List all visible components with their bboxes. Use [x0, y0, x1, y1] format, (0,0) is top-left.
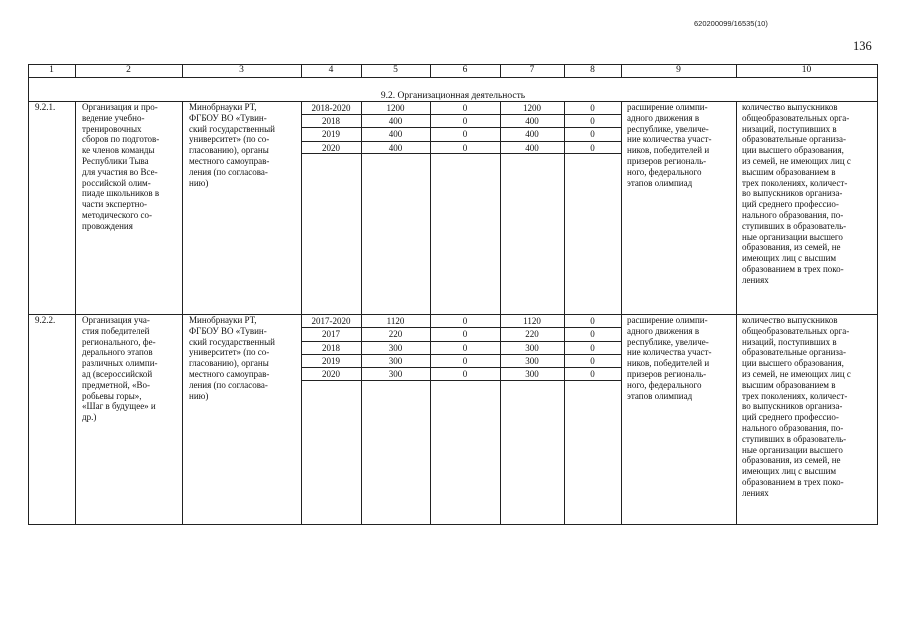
year-period: 2020: [322, 143, 340, 153]
row-activity-name: Организация и про- ведение учебно- тренировочных сборов по подготов- ке членов команды Республики Тыва для участия во Все- российской олим- пиаде школьников в части экспертно- методического со- провождения: [82, 102, 160, 231]
year-period: 2018: [322, 116, 340, 126]
republic-amount: 400: [525, 116, 539, 126]
republic-amount: 300: [525, 356, 539, 366]
total-amount: 300: [388, 356, 403, 366]
col-divider: [736, 101, 737, 525]
other-amount: 0: [590, 116, 595, 126]
header-col-4: 4: [328, 65, 334, 75]
header-col-1: 1: [49, 65, 54, 75]
federal-amount: 0: [462, 369, 468, 379]
year-period: 2018-2020: [311, 103, 351, 113]
republic-amount: 300: [525, 343, 539, 353]
federal-amount: 0: [462, 343, 468, 353]
table-left-border: [28, 64, 29, 525]
row-expected-result: расширение олимпи- адного движения в республике, увеличе- ние количества участ- ников, победителей и призеров региональ- ного, федерального этапов олимпиад: [627, 102, 712, 188]
total-amount: 400: [388, 129, 403, 139]
row-id: 9.2.1.: [35, 102, 56, 112]
other-amount: 0: [590, 316, 595, 326]
other-amount: 0: [590, 329, 595, 339]
header-col-2: 2: [126, 65, 131, 75]
other-amount: 0: [590, 343, 595, 353]
col-divider: [500, 101, 501, 525]
federal-amount: 0: [462, 316, 468, 326]
year-period: 2020: [322, 369, 340, 379]
republic-amount: 1120: [523, 316, 541, 326]
header-col-3: 3: [239, 65, 244, 75]
other-amount: 0: [590, 356, 595, 366]
header-col-6: 6: [462, 65, 468, 75]
header-bottom-border: [28, 77, 878, 78]
col-divider: [621, 101, 622, 525]
col-divider: [564, 101, 565, 525]
year-period: 2017: [322, 329, 340, 339]
row-executor: Минобрнауки РТ, ФГБОУ ВО «Тувин- ский государственный университет» (по со- гласованию), органы местного самоуправ- ления (по согласова- нию): [189, 315, 275, 401]
republic-amount: 400: [525, 143, 539, 153]
row-id: 9.2.2.: [35, 315, 56, 325]
federal-amount: 0: [462, 356, 468, 366]
section-title: 9.2. Организационная деятельность: [380, 91, 526, 101]
row-executor: Минобрнауки РТ, ФГБОУ ВО «Тувин- ский государственный университет» (по со- гласованию), органы местного самоуправ- ления (по согласова- нию): [189, 102, 275, 188]
total-amount: 300: [388, 343, 403, 353]
page-number: 136: [853, 39, 872, 53]
table-bottom-border: [28, 524, 878, 525]
republic-amount: 220: [525, 329, 539, 339]
year-period: 2019: [322, 129, 340, 139]
header-col-7: 7: [529, 65, 535, 75]
other-amount: 0: [590, 103, 595, 113]
document-id: 620200099/16535(10): [694, 19, 768, 28]
year-row-rule: [301, 380, 622, 381]
col-divider: [182, 101, 183, 525]
row-indicator: количество выпускников общеобразовательных орга- низаций, поступивших в образовательные организа- ции высшего образования, из семей, не имеющих лиц с высшим образованием в трех поколениях, количест- во выпускников организа- ций среднего профессио- нального образования, по- ступивших в образователь- ные организации высшего образования, из семей, не имеющих лиц с высшим образованием в трех поко- лениях: [742, 315, 851, 498]
federal-amount: 0: [462, 143, 468, 153]
other-amount: 0: [590, 129, 595, 139]
total-amount: 1120: [386, 316, 405, 326]
table-right-border: [877, 64, 878, 525]
col-divider: [361, 101, 362, 525]
republic-amount: 1200: [523, 103, 541, 113]
col-divider: [301, 101, 302, 525]
total-amount: 1200: [386, 103, 405, 113]
year-period: 2017-2020: [311, 316, 351, 326]
activities-table: [28, 64, 878, 525]
total-amount: 400: [388, 116, 403, 126]
total-amount: 220: [388, 329, 403, 339]
header-col-8: 8: [590, 65, 595, 75]
total-amount: 400: [388, 143, 403, 153]
total-amount: 300: [388, 369, 403, 379]
federal-amount: 0: [462, 116, 468, 126]
row-expected-result: расширение олимпи- адного движения в республике, увеличе- ние количества участ- ников, победителей и призеров региональ- ного, федерального этапов олимпиад: [627, 315, 712, 401]
header-col-10: 10: [801, 65, 812, 75]
row-indicator: количество выпускников общеобразовательных орга- низаций, поступивших в образовательные организа- ции высшего образования, из семей, не имеющих лиц с высшим образованием в трех поколениях, количест- во выпускников организа- ций среднего профессио- нального образования, по- ступивших в образователь- ные организации высшего образования, из семей, не имеющих лиц с высшим образованием в трех поко- лениях: [742, 102, 851, 285]
year-period: 2019: [322, 356, 340, 366]
col-divider: [75, 101, 76, 525]
federal-amount: 0: [462, 129, 468, 139]
other-amount: 0: [590, 369, 595, 379]
federal-amount: 0: [462, 329, 468, 339]
header-col-5: 5: [393, 65, 398, 75]
republic-amount: 400: [525, 129, 539, 139]
other-amount: 0: [590, 143, 595, 153]
year-period: 2018: [322, 343, 340, 353]
header-col-9: 9: [676, 65, 681, 75]
federal-amount: 0: [462, 103, 468, 113]
row-activity-name: Организация уча- стия победителей регионального, фе- дерального этапов различных олимпи- ад (всероссийской предметной, «Во- робьевы горы», «Шаг в будущее» и др.): [82, 315, 158, 423]
republic-amount: 300: [525, 369, 539, 379]
col-divider: [430, 101, 431, 525]
